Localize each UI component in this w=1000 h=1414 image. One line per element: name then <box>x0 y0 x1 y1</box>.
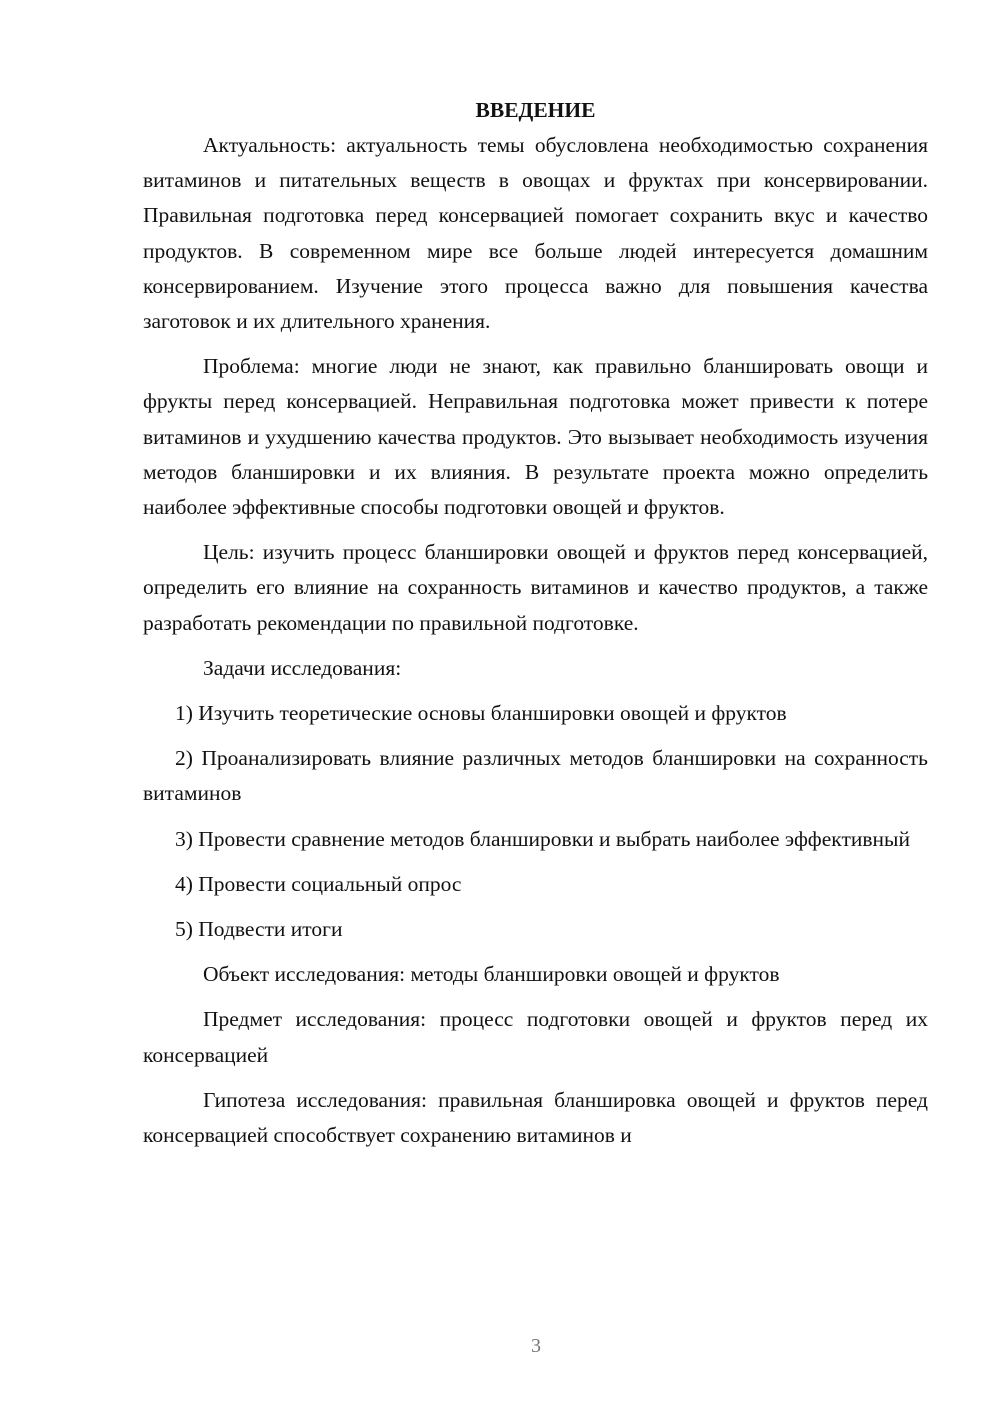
section-heading: ВВЕДЕНИЕ <box>475 98 596 122</box>
tasks-heading: Задачи исследования: <box>203 655 402 680</box>
paragraph-relevance: Актуальность: актуальность темы обусловлена необходимостью сохранения витаминов и питательных веществ в овощах и фруктах при консервировании. Правильная подготовка перед консервацией помогает сохранить вкус и качество продуктов. В современном мире все больше людей интересуется домашним консервированием. Изучение этого процесса важно для повышения качества заготовок и их длительного хранения. <box>143 133 928 334</box>
paragraph-goal: Цель: изучить процесс бланшировки овощей и фруктов перед консервацией, определить его влияние на сохранность витаминов и качество продуктов, а также разработать рекомендации по правильной подготовке. <box>143 540 928 635</box>
paragraph-problem: Проблема: многие люди не знают, как правильно бланшировать овощи и фрукты перед консервацией. Неправильная подготовка может привести к потере витаминов и ухудшению качества продуктов. Это вызывает необходимость изучения методов бланшировки и их влияния. В результате проекта можно определить наиболее эффективные способы подготовки овощей и фруктов. <box>143 354 928 520</box>
page-number: 3 <box>531 1335 541 1357</box>
task-item-3: 3) Провести сравнение методов бланшировки и выбрать наиболее эффективный <box>175 826 910 851</box>
research-hypothesis: Гипотеза исследования: правильная бланшировка овощей и фруктов перед консервацией способствует сохранению витаминов и <box>143 1087 928 1148</box>
task-item-1: 1) Изучить теоретические основы бланшировки овощей и фруктов <box>175 701 787 726</box>
task-item-5: 5) Подвести итоги <box>175 917 343 942</box>
research-subject: Предмет исследования: процесс подготовки овощей и фруктов перед их консервацией <box>143 1007 928 1067</box>
task-item-2: 2) Проанализировать влияние различных методов бланшировки на сохранность витаминов <box>143 746 928 806</box>
research-object: Объект исследования: методы бланшировки овощей и фруктов <box>203 962 780 987</box>
document-body <box>143 93 928 1153</box>
task-item-4: 4) Провести социальный опрос <box>175 871 462 896</box>
